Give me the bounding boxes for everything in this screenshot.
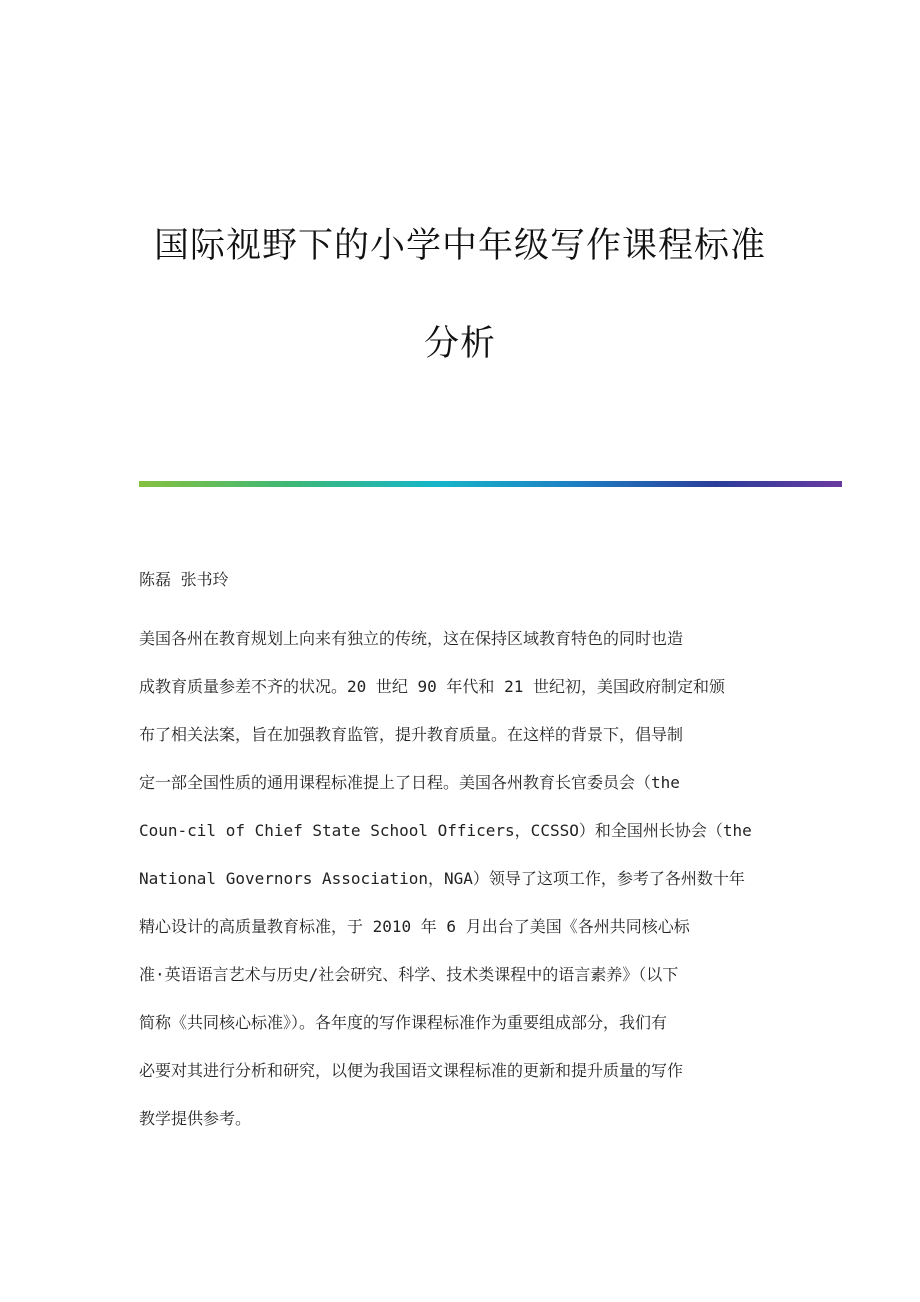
paragraph-line: 精心设计的高质量教育标准，于 2010 年 6 月出台了美国《各州共同核心标 [139, 917, 690, 936]
paragraph-line: National Governors Association，NGA）领导了这项工作，参考了各州数十年 [139, 869, 745, 888]
author-names: 陈磊 张书玲 [139, 570, 229, 589]
paragraph-line: 美国各州在教育规划上向来有独立的传统，这在保持区域教育特色的同时也造 [139, 629, 684, 648]
paragraph-line: 成教育质量参差不齐的状况。20 世纪 90 年代和 21 世纪初，美国政府制定和颁 [139, 677, 725, 696]
paragraph-line: 简称《共同核心标准》）。各年度的写作课程标准作为重要组成部分，我们有 [139, 1013, 668, 1032]
paragraph-line: 教学提供参考。 [139, 1109, 252, 1128]
paragraph-line: Coun-cil of Chief State School Officers，CCSSO）和全国州长协会（the [139, 821, 752, 840]
paragraph-line: 必要对其进行分析和研究，以便为我国语文课程标准的更新和提升质量的写作 [139, 1061, 684, 1080]
paragraph-line: 定一部全国性质的通用课程标准提上了日程。美国各州教育长官委员会（the [139, 773, 680, 792]
document-title-line-2: 分析 [423, 324, 496, 364]
paragraph-line: 准·英语语言艺术与历史/社会研究、科学、技术类课程中的语言素养》（以下 [139, 965, 679, 984]
gradient-divider [139, 481, 842, 487]
document-title-line-1: 国际视野下的小学中年级写作课程标准 [153, 226, 766, 266]
paragraph-line: 布了相关法案，旨在加强教育监管，提升教育质量。在这样的背景下，倡导制 [139, 725, 684, 744]
